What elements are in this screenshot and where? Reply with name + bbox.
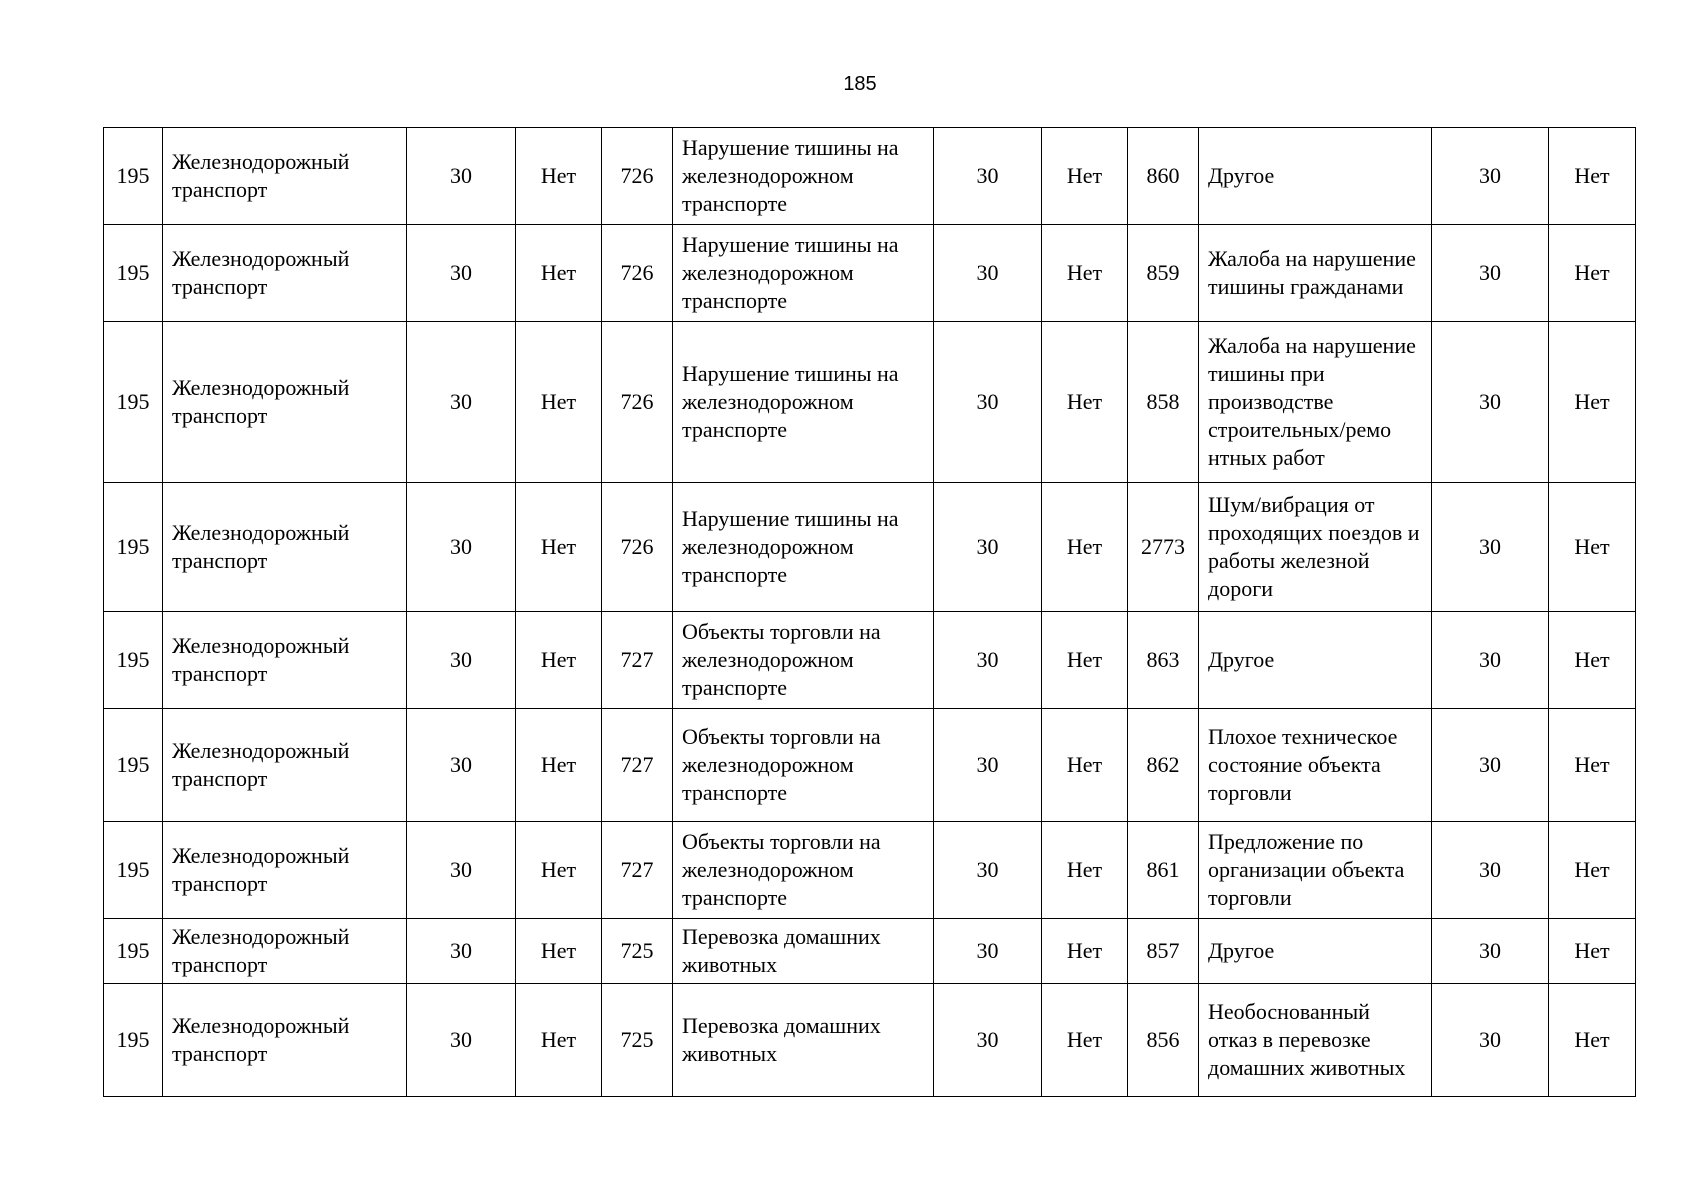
table-row: [104, 483, 1636, 612]
subcategory-code-cell: 725: [602, 919, 673, 984]
subcategory-days-cell: 30: [934, 128, 1042, 225]
flag-cell: Нет: [516, 822, 602, 919]
subcategory-code-cell: 727: [602, 612, 673, 709]
subcategory-code-cell: 727: [602, 822, 673, 919]
topic-cell: Другое: [1199, 612, 1432, 709]
topic-cell: Шум/вибрация от проходящих поездов и работы железной дороги: [1199, 483, 1432, 612]
days-cell: 30: [407, 919, 516, 984]
table-row: [104, 984, 1636, 1097]
topic-cell: Жалоба на нарушение тишины гражданами: [1199, 225, 1432, 322]
subcategory-code-cell: 726: [602, 128, 673, 225]
category-cell: Железнодорожный транспорт: [163, 709, 407, 822]
topic-cell: Предложение по организации объекта торговли: [1199, 822, 1432, 919]
topic-code-cell: 863: [1128, 612, 1199, 709]
flag-cell: Нет: [516, 984, 602, 1097]
subcategory-days-cell: 30: [934, 612, 1042, 709]
subcategory-code-cell: 726: [602, 322, 673, 483]
topic-code-cell: 2773: [1128, 483, 1199, 612]
subcategory-cell: Объекты торговли на железнодорожном транспорте: [673, 709, 934, 822]
topic-code-cell: 857: [1128, 919, 1199, 984]
subcategory-flag-cell: Нет: [1042, 709, 1128, 822]
days-cell: 30: [407, 709, 516, 822]
days-cell: 30: [407, 984, 516, 1097]
topic-days-cell: 30: [1432, 225, 1549, 322]
flag-cell: Нет: [516, 612, 602, 709]
row-number-cell: 195: [104, 128, 163, 225]
topic-days-cell: 30: [1432, 822, 1549, 919]
table-row: [104, 919, 1636, 984]
row-number-cell: 195: [104, 984, 163, 1097]
subcategory-flag-cell: Нет: [1042, 984, 1128, 1097]
subcategory-days-cell: 30: [934, 984, 1042, 1097]
flag-cell: Нет: [516, 128, 602, 225]
topic-flag-cell: Нет: [1549, 225, 1636, 322]
subcategory-cell: Объекты торговли на железнодорожном транспорте: [673, 612, 934, 709]
topic-flag-cell: Нет: [1549, 612, 1636, 709]
page-number: 185: [843, 73, 877, 95]
subcategory-flag-cell: Нет: [1042, 322, 1128, 483]
row-number-cell: 195: [104, 822, 163, 919]
topic-days-cell: 30: [1432, 919, 1549, 984]
subcategory-code-cell: 726: [602, 225, 673, 322]
subcategory-days-cell: 30: [934, 709, 1042, 822]
subcategory-cell: Нарушение тишины на железнодорожном транспорте: [673, 225, 934, 322]
topic-days-cell: 30: [1432, 709, 1549, 822]
subcategory-cell: Перевозка домашних животных: [673, 919, 934, 984]
subcategory-cell: Перевозка домашних животных: [673, 984, 934, 1097]
row-number-cell: 195: [104, 225, 163, 322]
flag-cell: Нет: [516, 709, 602, 822]
topic-code-cell: 861: [1128, 822, 1199, 919]
flag-cell: Нет: [516, 225, 602, 322]
subcategory-cell: Объекты торговли на железнодорожном транспорте: [673, 822, 934, 919]
days-cell: 30: [407, 612, 516, 709]
topic-code-cell: 862: [1128, 709, 1199, 822]
subcategory-code-cell: 725: [602, 984, 673, 1097]
table-row: [104, 709, 1636, 822]
category-cell: Железнодорожный транспорт: [163, 984, 407, 1097]
topic-cell: Другое: [1199, 128, 1432, 225]
subcategory-cell: Нарушение тишины на железнодорожном транспорте: [673, 322, 934, 483]
topic-code-cell: 860: [1128, 128, 1199, 225]
topic-cell: Плохое техническое состояние объекта торговли: [1199, 709, 1432, 822]
subcategory-cell: Нарушение тишины на железнодорожном транспорте: [673, 128, 934, 225]
row-number-cell: 195: [104, 322, 163, 483]
category-cell: Железнодорожный транспорт: [163, 322, 407, 483]
category-cell: Железнодорожный транспорт: [163, 225, 407, 322]
flag-cell: Нет: [516, 322, 602, 483]
subcategory-flag-cell: Нет: [1042, 483, 1128, 612]
topic-days-cell: 30: [1432, 984, 1549, 1097]
table-row: [104, 822, 1636, 919]
subcategory-flag-cell: Нет: [1042, 612, 1128, 709]
subcategory-flag-cell: Нет: [1042, 225, 1128, 322]
topic-flag-cell: Нет: [1549, 984, 1636, 1097]
row-number-cell: 195: [104, 919, 163, 984]
topic-cell: Другое: [1199, 919, 1432, 984]
table-row: [104, 322, 1636, 483]
topic-code-cell: 858: [1128, 322, 1199, 483]
days-cell: 30: [407, 225, 516, 322]
subcategory-days-cell: 30: [934, 822, 1042, 919]
topic-flag-cell: Нет: [1549, 483, 1636, 612]
days-cell: 30: [407, 822, 516, 919]
days-cell: 30: [407, 322, 516, 483]
topic-days-cell: 30: [1432, 483, 1549, 612]
topic-days-cell: 30: [1432, 322, 1549, 483]
subcategory-flag-cell: Нет: [1042, 822, 1128, 919]
subcategory-code-cell: 727: [602, 709, 673, 822]
topic-days-cell: 30: [1432, 612, 1549, 709]
table-row: [104, 225, 1636, 322]
days-cell: 30: [407, 483, 516, 612]
subcategory-days-cell: 30: [934, 322, 1042, 483]
category-cell: Железнодорожный транспорт: [163, 128, 407, 225]
data-table: [103, 127, 1636, 1097]
topic-flag-cell: Нет: [1549, 919, 1636, 984]
subcategory-days-cell: 30: [934, 483, 1042, 612]
row-number-cell: 195: [104, 709, 163, 822]
subcategory-code-cell: 726: [602, 483, 673, 612]
subcategory-flag-cell: Нет: [1042, 919, 1128, 984]
topic-days-cell: 30: [1432, 128, 1549, 225]
days-cell: 30: [407, 128, 516, 225]
topic-flag-cell: Нет: [1549, 128, 1636, 225]
topic-code-cell: 859: [1128, 225, 1199, 322]
subcategory-days-cell: 30: [934, 225, 1042, 322]
flag-cell: Нет: [516, 483, 602, 612]
topic-code-cell: 856: [1128, 984, 1199, 1097]
table-row: [104, 612, 1636, 709]
topic-flag-cell: Нет: [1549, 822, 1636, 919]
category-cell: Железнодорожный транспорт: [163, 919, 407, 984]
category-cell: Железнодорожный транспорт: [163, 612, 407, 709]
topic-flag-cell: Нет: [1549, 322, 1636, 483]
subcategory-days-cell: 30: [934, 919, 1042, 984]
category-cell: Железнодорожный транспорт: [163, 483, 407, 612]
topic-cell: Жалоба на нарушение тишины при производстве строительных/ремо нтных работ: [1199, 322, 1432, 483]
flag-cell: Нет: [516, 919, 602, 984]
subcategory-cell: Нарушение тишины на железнодорожном транспорте: [673, 483, 934, 612]
topic-cell: Необоснованный отказ в перевозке домашних животных: [1199, 984, 1432, 1097]
topic-flag-cell: Нет: [1549, 709, 1636, 822]
subcategory-flag-cell: Нет: [1042, 128, 1128, 225]
row-number-cell: 195: [104, 612, 163, 709]
category-cell: Железнодорожный транспорт: [163, 822, 407, 919]
table-row: [104, 128, 1636, 225]
row-number-cell: 195: [104, 483, 163, 612]
